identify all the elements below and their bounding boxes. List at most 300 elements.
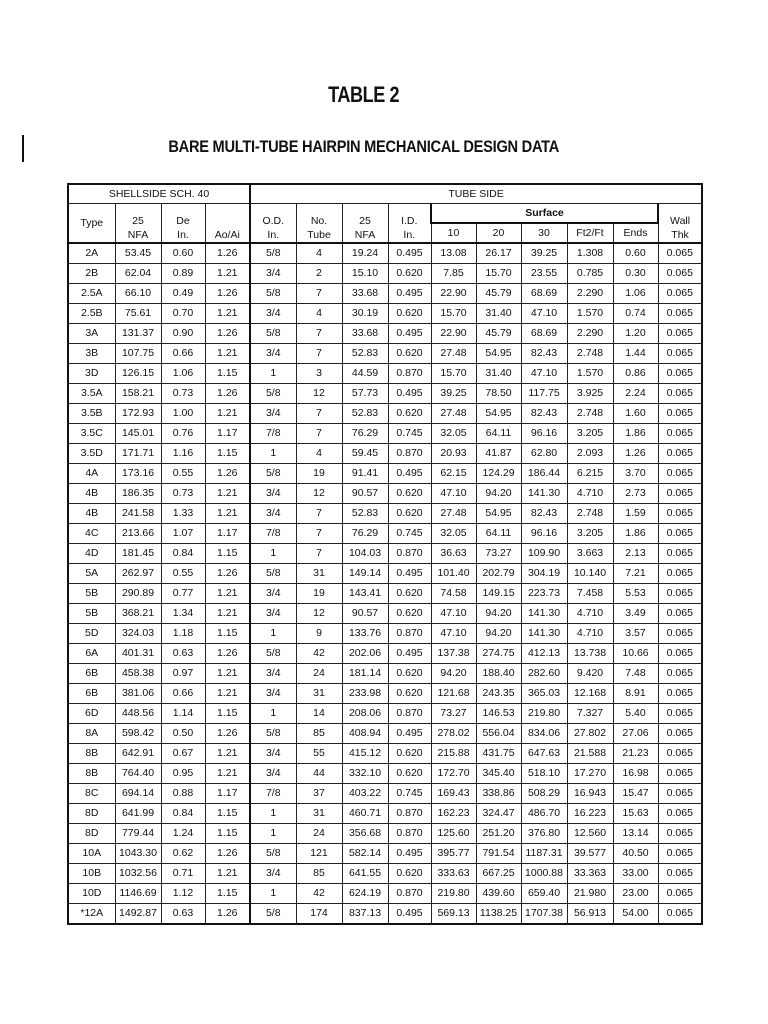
table-cell: 1.17 (205, 784, 250, 804)
table-cell: 0.065 (658, 404, 702, 424)
table-cell: 2A (68, 243, 115, 264)
table-row (68, 284, 702, 304)
table-cell: 3 (296, 364, 342, 384)
column-header-ft2-ft: Ft2/Ft (567, 223, 613, 243)
table-cell: 1.18 (161, 624, 205, 644)
table-cell: 172.70 (431, 764, 476, 784)
table-cell: 76.29 (342, 524, 388, 544)
table-cell: 16.943 (567, 784, 613, 804)
table-cell: 27.802 (567, 724, 613, 744)
table-cell: 3/4 (250, 764, 296, 784)
table-cell: 3/4 (250, 584, 296, 604)
table-cell: 3/4 (250, 304, 296, 324)
table-cell: 0.620 (388, 584, 431, 604)
table-cell: 0.30 (613, 264, 658, 284)
table-cell: 8D (68, 824, 115, 844)
tubeside-group-header: TUBE SIDE (250, 184, 702, 204)
table-cell: 1.21 (205, 584, 250, 604)
table-cell: 47.10 (521, 304, 567, 324)
table-cell: 0.620 (388, 404, 431, 424)
table-cell: 0.065 (658, 784, 702, 804)
table-cell: 52.83 (342, 504, 388, 524)
table-cell: 1.00 (161, 404, 205, 424)
table-cell: 0.73 (161, 484, 205, 504)
table-cell: 39.577 (567, 844, 613, 864)
table-cell: 5/8 (250, 243, 296, 264)
table-cell: 47.10 (521, 364, 567, 384)
table-cell: 0.495 (388, 564, 431, 584)
table-cell: 45.79 (476, 284, 521, 304)
table-cell: 1 (250, 444, 296, 464)
table-cell: 2.5A (68, 284, 115, 304)
table-cell: 368.21 (115, 604, 161, 624)
table-cell: 101.40 (431, 564, 476, 584)
table-row (68, 544, 702, 564)
table-cell: 1.86 (613, 424, 658, 444)
table-cell: 22.90 (431, 284, 476, 304)
table-cell: 1.44 (613, 344, 658, 364)
table-cell: 31 (296, 564, 342, 584)
table-cell: 764.40 (115, 764, 161, 784)
table-cell: 5/8 (250, 564, 296, 584)
table-cell: 345.40 (476, 764, 521, 784)
surface-group-header: Surface (431, 204, 658, 224)
column-header-de: De In. (161, 204, 205, 244)
table-cell: 1.26 (205, 844, 250, 864)
table-cell: 0.495 (388, 243, 431, 264)
table-cell: 338.86 (476, 784, 521, 804)
table-row (68, 864, 702, 884)
table-cell: 0.620 (388, 484, 431, 504)
table-cell: 1000.88 (521, 864, 567, 884)
table-cell: 1138.25 (476, 904, 521, 925)
table-cell: 7.21 (613, 564, 658, 584)
table-cell: 2.748 (567, 344, 613, 364)
table-cell: 0.065 (658, 704, 702, 724)
table-cell: 5/8 (250, 904, 296, 925)
table-cell: 569.13 (431, 904, 476, 925)
table-cell: 213.66 (115, 524, 161, 544)
table-cell: 7 (296, 344, 342, 364)
table-cell: 1.20 (613, 324, 658, 344)
table-cell: 3.205 (567, 424, 613, 444)
table-cell: 141.30 (521, 604, 567, 624)
table-cell: 9.420 (567, 664, 613, 684)
table-cell: 8.91 (613, 684, 658, 704)
table-cell: 208.06 (342, 704, 388, 724)
table-cell: 94.20 (476, 484, 521, 504)
table-cell: 31 (296, 684, 342, 704)
table-cell: 1.21 (205, 864, 250, 884)
table-cell: 0.71 (161, 864, 205, 884)
table-cell: 27.48 (431, 404, 476, 424)
table-cell: 0.88 (161, 784, 205, 804)
table-cell: 0.065 (658, 824, 702, 844)
table-cell: 181.45 (115, 544, 161, 564)
table-cell: 1.21 (205, 264, 250, 284)
table-cell: 0.77 (161, 584, 205, 604)
table-cell: 215.88 (431, 744, 476, 764)
table-cell: 107.75 (115, 344, 161, 364)
table-cell: 3/4 (250, 604, 296, 624)
table-cell: 181.14 (342, 664, 388, 684)
table-cell: 66.10 (115, 284, 161, 304)
table-cell: 186.44 (521, 464, 567, 484)
table-cell: 1 (250, 544, 296, 564)
table-cell: 1.21 (205, 504, 250, 524)
table-row (68, 504, 702, 524)
table-cell: 0.620 (388, 684, 431, 704)
table-cell: 13.08 (431, 243, 476, 264)
table-row (68, 844, 702, 864)
table-cell: 8B (68, 744, 115, 764)
table-cell: 146.53 (476, 704, 521, 724)
table-cell: 1187.31 (521, 844, 567, 864)
table-cell: 27.48 (431, 344, 476, 364)
table-row (68, 584, 702, 604)
table-cell: 0.065 (658, 444, 702, 464)
table-cell: 64.11 (476, 524, 521, 544)
table-cell: 7 (296, 284, 342, 304)
table-row (68, 264, 702, 284)
table-cell: 1.26 (205, 384, 250, 404)
table-row (68, 704, 702, 724)
table-cell: 1.26 (205, 464, 250, 484)
table-cell: 8D (68, 804, 115, 824)
table-cell: 0.90 (161, 324, 205, 344)
table-cell: 7.85 (431, 264, 476, 284)
table-cell: 3.205 (567, 524, 613, 544)
table-cell: 7.327 (567, 704, 613, 724)
table-cell: 16.98 (613, 764, 658, 784)
table-cell: 188.40 (476, 664, 521, 684)
table-cell: 1.12 (161, 884, 205, 904)
table-cell: 1 (250, 704, 296, 724)
table-cell: 4C (68, 524, 115, 544)
table-cell: 91.41 (342, 464, 388, 484)
table-cell: 556.04 (476, 724, 521, 744)
table-cell: 0.870 (388, 704, 431, 724)
table-cell: 3D (68, 364, 115, 384)
table-cell: 5.53 (613, 584, 658, 604)
table-cell: 3A (68, 324, 115, 344)
table-cell: 1.17 (205, 424, 250, 444)
table-cell: 282.60 (521, 664, 567, 684)
table-cell: 16.223 (567, 804, 613, 824)
table-cell: 4 (296, 444, 342, 464)
table-cell: 0.870 (388, 884, 431, 904)
table-cell: 0.67 (161, 744, 205, 764)
table-cell: 33.68 (342, 324, 388, 344)
table-cell: 0.065 (658, 884, 702, 904)
table-cell: 0.065 (658, 624, 702, 644)
table-cell: 17.270 (567, 764, 613, 784)
table-cell: 7 (296, 404, 342, 424)
table-cell: 0.66 (161, 344, 205, 364)
table-cell: 779.44 (115, 824, 161, 844)
table-cell: 8A (68, 724, 115, 744)
table-cell: 62.80 (521, 444, 567, 464)
table-cell: 24 (296, 824, 342, 844)
table-cell: 1.26 (205, 644, 250, 664)
table-cell: 1043.30 (115, 844, 161, 864)
table-cell: 3/4 (250, 664, 296, 684)
table-cell: 4D (68, 544, 115, 564)
table-cell: 458.38 (115, 664, 161, 684)
table-cell: 1.21 (205, 484, 250, 504)
table-cell: 85 (296, 724, 342, 744)
table-cell: 0.065 (658, 764, 702, 784)
table-cell: 7 (296, 524, 342, 544)
table-cell: 0.620 (388, 604, 431, 624)
table-cell: 1.33 (161, 504, 205, 524)
table-cell: 169.43 (431, 784, 476, 804)
table-cell: 4.710 (567, 484, 613, 504)
table-cell: 439.60 (476, 884, 521, 904)
table-row (68, 304, 702, 324)
table-cell: 1.06 (613, 284, 658, 304)
table-cell: 332.10 (342, 764, 388, 784)
table-cell: 47.10 (431, 624, 476, 644)
table-cell: 4.710 (567, 604, 613, 624)
table-cell: 333.63 (431, 864, 476, 884)
table-cell: 20.93 (431, 444, 476, 464)
table-cell: 74.58 (431, 584, 476, 604)
table-cell: 0.745 (388, 784, 431, 804)
table-cell: 55 (296, 744, 342, 764)
table-cell: 82.43 (521, 504, 567, 524)
column-header-surface-10: 10 (431, 223, 476, 243)
table-row (68, 484, 702, 504)
table-cell: 659.40 (521, 884, 567, 904)
table-cell: 0.97 (161, 664, 205, 684)
table-cell: 52.83 (342, 404, 388, 424)
table-cell: 5/8 (250, 384, 296, 404)
table-cell: 7/8 (250, 784, 296, 804)
table-cell: 33.68 (342, 284, 388, 304)
table-cell: 3/4 (250, 264, 296, 284)
table-cell: 7 (296, 504, 342, 524)
table-row (68, 564, 702, 584)
table-cell: 57.73 (342, 384, 388, 404)
table-cell: 0.870 (388, 364, 431, 384)
table-cell: 0.870 (388, 624, 431, 644)
table-cell: 0.495 (388, 384, 431, 404)
table-cell: 10.140 (567, 564, 613, 584)
table-cell: 0.620 (388, 304, 431, 324)
table-cell: 834.06 (521, 724, 567, 744)
table-cell: 0.745 (388, 524, 431, 544)
table-cell: 2.748 (567, 404, 613, 424)
table-cell: 5B (68, 584, 115, 604)
table-cell: 0.870 (388, 804, 431, 824)
table-cell: 0.63 (161, 904, 205, 925)
table-cell: 1.60 (613, 404, 658, 424)
table-cell: 0.065 (658, 384, 702, 404)
table-cell: 1.59 (613, 504, 658, 524)
table-cell: 12 (296, 484, 342, 504)
table-cell: 431.75 (476, 744, 521, 764)
table-row (68, 804, 702, 824)
table-cell: 37 (296, 784, 342, 804)
table-cell: 124.29 (476, 464, 521, 484)
table-cell: 96.16 (521, 524, 567, 544)
table-cell: 0.065 (658, 304, 702, 324)
table-cell: 0.065 (658, 524, 702, 544)
table-cell: 3.57 (613, 624, 658, 644)
table-row (68, 684, 702, 704)
table-cell: 94.20 (476, 624, 521, 644)
table-cell: 4B (68, 504, 115, 524)
table-cell: 31.40 (476, 364, 521, 384)
table-cell: 0.495 (388, 904, 431, 925)
table-cell: 1.570 (567, 364, 613, 384)
table-cell: 4.710 (567, 624, 613, 644)
table-cell: 5D (68, 624, 115, 644)
table-cell: 582.14 (342, 844, 388, 864)
table-cell: 90.57 (342, 604, 388, 624)
table-cell: 624.19 (342, 884, 388, 904)
table-cell: 412.13 (521, 644, 567, 664)
table-cell: 3/4 (250, 504, 296, 524)
table-cell: 278.02 (431, 724, 476, 744)
table-cell: 96.16 (521, 424, 567, 444)
table-cell: 1.26 (205, 564, 250, 584)
table-cell: 3/4 (250, 344, 296, 364)
table-row (68, 524, 702, 544)
table-cell: 94.20 (476, 604, 521, 624)
table-cell: 3.49 (613, 604, 658, 624)
table-cell: 2.5B (68, 304, 115, 324)
table-cell: 36.63 (431, 544, 476, 564)
table-cell: 26.17 (476, 243, 521, 264)
table-cell: 0.495 (388, 324, 431, 344)
table-cell: 0.065 (658, 684, 702, 704)
table-row (68, 444, 702, 464)
table-cell: 324.03 (115, 624, 161, 644)
table-cell: 158.21 (115, 384, 161, 404)
table-cell: 0.065 (658, 464, 702, 484)
table-cell: 10B (68, 864, 115, 884)
table-cell: 0.50 (161, 724, 205, 744)
column-header-surface-20: 20 (476, 223, 521, 243)
table-cell: 171.71 (115, 444, 161, 464)
table-cell: 73.27 (431, 704, 476, 724)
table-row (68, 644, 702, 664)
table-cell: 9 (296, 624, 342, 644)
surface-header-row (68, 204, 702, 224)
table-cell: 1.21 (205, 404, 250, 424)
table-cell: 0.84 (161, 544, 205, 564)
table-cell: 59.45 (342, 444, 388, 464)
table-row (68, 664, 702, 684)
table-row (68, 604, 702, 624)
table-cell: 0.74 (613, 304, 658, 324)
table-cell: 31.40 (476, 304, 521, 324)
table-cell: 365.03 (521, 684, 567, 704)
table-cell: 2B (68, 264, 115, 284)
table-cell: 0.065 (658, 604, 702, 624)
table-cell: 0.76 (161, 424, 205, 444)
table-cell: 62.15 (431, 464, 476, 484)
table-cell: 47.10 (431, 604, 476, 624)
table-row (68, 344, 702, 364)
table-cell: 41.87 (476, 444, 521, 464)
table-cell: 8C (68, 784, 115, 804)
table-cell: 15.70 (476, 264, 521, 284)
table-cell: 145.01 (115, 424, 161, 444)
table-cell: 641.55 (342, 864, 388, 884)
column-header-tube-nfa: 25 NFA (342, 204, 388, 244)
table-cell: 7 (296, 424, 342, 444)
table-cell: 1146.69 (115, 884, 161, 904)
table-cell: 39.25 (431, 384, 476, 404)
table-cell: 75.61 (115, 304, 161, 324)
table-cell: 0.60 (161, 243, 205, 264)
table-cell: 1.21 (205, 604, 250, 624)
table-cell: 202.06 (342, 644, 388, 664)
shellside-group-header: SHELLSIDE SCH. 40 (68, 184, 250, 204)
table-cell: 1.15 (205, 444, 250, 464)
table-cell: 1.24 (161, 824, 205, 844)
table-cell: 133.76 (342, 624, 388, 644)
table-cell: 0.86 (613, 364, 658, 384)
table-cell: 7 (296, 544, 342, 564)
table-cell: 1.07 (161, 524, 205, 544)
table-cell: 5/8 (250, 464, 296, 484)
column-header-id: I.D. In. (388, 204, 431, 244)
table-cell: 408.94 (342, 724, 388, 744)
table-cell: 24 (296, 664, 342, 684)
table-cell: 32.05 (431, 524, 476, 544)
table-cell: 13.14 (613, 824, 658, 844)
table-cell: 56.913 (567, 904, 613, 925)
table-cell: 403.22 (342, 784, 388, 804)
table-cell: 0.065 (658, 904, 702, 925)
table-cell: 21.980 (567, 884, 613, 904)
table-cell: 1.15 (205, 624, 250, 644)
table-cell: 508.29 (521, 784, 567, 804)
table-cell: 5/8 (250, 644, 296, 664)
table-cell: 94.20 (431, 664, 476, 684)
table-cell: 3/4 (250, 684, 296, 704)
table-cell: 14 (296, 704, 342, 724)
table-cell: 3.663 (567, 544, 613, 564)
table-cell: 3.5C (68, 424, 115, 444)
margin-mark (22, 135, 24, 162)
table-cell: 324.47 (476, 804, 521, 824)
table-cell: 5.40 (613, 704, 658, 724)
table-cell: 0.065 (658, 644, 702, 664)
table-cell: 2.73 (613, 484, 658, 504)
design-data-table (67, 183, 703, 925)
table-cell: 3.5B (68, 404, 115, 424)
table-cell: 0.065 (658, 584, 702, 604)
table-cell: 598.42 (115, 724, 161, 744)
table-cell: 12.560 (567, 824, 613, 844)
table-cell: 44 (296, 764, 342, 784)
table-cell: 15.70 (431, 304, 476, 324)
table-cell: 791.54 (476, 844, 521, 864)
table-cell: 0.065 (658, 284, 702, 304)
table-cell: 0.620 (388, 764, 431, 784)
table-cell: 12 (296, 604, 342, 624)
table-cell: 0.62 (161, 844, 205, 864)
table-cell: 22.90 (431, 324, 476, 344)
table-cell: 7 (296, 324, 342, 344)
table-cell: 82.43 (521, 344, 567, 364)
table-cell: 0.065 (658, 544, 702, 564)
